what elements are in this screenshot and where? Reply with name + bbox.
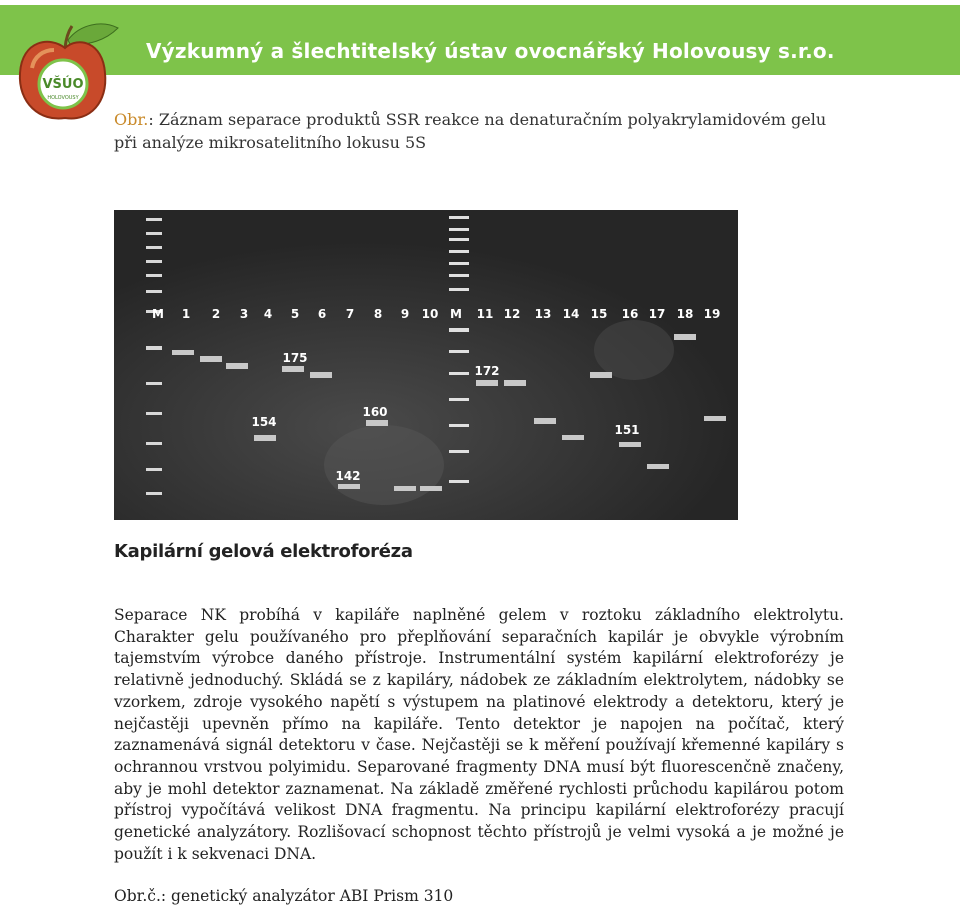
lane-label: 18 [676, 307, 694, 321]
size-label: 172 [474, 364, 500, 378]
lane-label: 2 [211, 307, 221, 321]
lane-label: M [152, 307, 164, 321]
logo-text: VŠÚO [42, 77, 84, 92]
lane-label: 7 [345, 307, 355, 321]
lane-label: 11 [476, 307, 494, 321]
figure-caption-bottom: Obr.č.: genetický analyzátor ABI Prism 310 [114, 887, 454, 905]
lane-label: 16 [621, 307, 639, 321]
lane-label: 4 [263, 307, 273, 321]
lane-label: M [450, 307, 462, 321]
size-label: 160 [362, 405, 388, 419]
body-paragraph: Separace NK probíhá v kapiláře naplněné gelem v roztoku základního elektrolytu. Charakter gelu používaného pro přeplňování separačních kapilár je obvykle výrobním tajemstvím výrobce daného přístroje. Instrumentální systém kapilární elektroforézy je relativně jednoduchý. Skládá se z kapiláry, nádobek ze základním elektrolytem, nádobky se vzorkem, zdroje vysokého napětí s výstupem na platinové elektrody a detektoru, který je nejčastěji upevněn přímo na kapiláře. Tento detektor je napojen na počítač, který zaznamenává signál detektoru v čase. Nejčastěji se k měření používají křemenné kapiláry s ochrannou vrstvou polyimidu. Separované fragmenty DNA musí být fluorescenčně značeny, aby je mohl detektor zaznamenat. Na základě změřené rychlosti průchodu kapilárou potom přístroj vypočítává velikost DNA fragmentu. Na principu kapilární elektroforézy pracují genetické analyzátory. Rozlišovací schopnost těchto přístrojů je velmi vysoká a je možné je použít i k sekvenaci DNA. [114, 606, 844, 863]
logo-subtext: HOLOVOUSY [47, 95, 79, 101]
lane-label: 14 [562, 307, 580, 321]
vsuo-apple-logo-icon [10, 18, 130, 128]
header-bar [0, 5, 960, 75]
figure-caption-top [114, 108, 854, 154]
lane-label: 5 [290, 307, 300, 321]
size-label: 142 [335, 469, 361, 483]
lane-label: 9 [400, 307, 410, 321]
size-label: 175 [282, 351, 308, 365]
caption-text: : Záznam separace produktů SSR reakce na denaturačním polyakrylamidovém gelu při analýze mikrosatelitního lokusu 5S [114, 110, 827, 152]
lane-label: 10 [421, 307, 439, 321]
lane-label: 13 [534, 307, 552, 321]
lane-label: 8 [373, 307, 383, 321]
lane-label: 17 [648, 307, 666, 321]
section-heading: Kapilární gelová elektroforéza [114, 541, 413, 562]
lane-label: 3 [239, 307, 249, 321]
institute-title: Výzkumný a šlechtitelský ústav ovocnářský Holovousy s.r.o. [146, 39, 835, 63]
size-label: 154 [251, 415, 277, 429]
lane-label: 1 [181, 307, 191, 321]
lane-label: 12 [503, 307, 521, 321]
gel-electrophoresis-image [114, 210, 738, 520]
lane-label: 19 [703, 307, 721, 321]
caption-prefix: Obr. [114, 110, 149, 129]
size-label: 151 [614, 423, 640, 437]
lane-label: 15 [590, 307, 608, 321]
lane-label: 6 [317, 307, 327, 321]
